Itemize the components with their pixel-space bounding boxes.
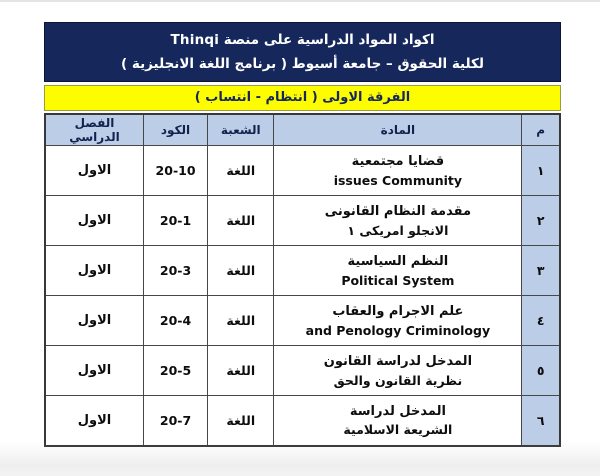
- subject-cell: [274, 146, 522, 196]
- subject-line-secondary: and Penology Criminology: [305, 322, 491, 338]
- table-row: [45, 346, 560, 396]
- section-cell: اللغة: [208, 146, 274, 196]
- document-title-banner: [44, 22, 561, 82]
- code-value: 20-10: [155, 163, 196, 178]
- row-number: ٢: [522, 196, 560, 246]
- course-codes-table: [44, 113, 561, 447]
- photo-top-edge: [0, 0, 600, 2]
- section-cell: اللغة: [208, 396, 274, 446]
- subject-line-arabic: قضايا مجتمعية: [351, 154, 445, 169]
- section-cell: اللغة: [208, 196, 274, 246]
- column-header-subject: المادة: [274, 114, 522, 146]
- subject-line-secondary: الانجلو امريكى ١: [347, 222, 449, 238]
- code-value: 20-4: [159, 313, 192, 328]
- code-cell: [143, 146, 207, 196]
- subject-line-arabic: النظم السياسية: [347, 254, 449, 269]
- semester-cell: الاول: [45, 396, 143, 446]
- subject-line-arabic: المدخل لدراسة: [349, 403, 446, 419]
- subject-cell: [274, 296, 522, 346]
- column-header-number: م: [522, 114, 560, 146]
- code-cell: [143, 346, 207, 396]
- subject-cell: [274, 196, 522, 246]
- code-cell: [143, 246, 207, 296]
- semester-cell: الاول: [45, 296, 143, 346]
- column-header-code: الكود: [143, 114, 207, 146]
- semester-cell: الاول: [45, 196, 143, 246]
- subject-line-secondary: الشريعة الاسلامية: [343, 422, 453, 438]
- subject-cell: [274, 346, 522, 396]
- row-number: ٣: [522, 246, 560, 296]
- code-cell: [143, 196, 207, 246]
- table-row: [45, 246, 560, 296]
- table-row: [45, 196, 560, 246]
- semester-cell: الاول: [45, 246, 143, 296]
- section-cell: اللغة: [208, 296, 274, 346]
- code-cell: [143, 396, 207, 446]
- subject-line-secondary: issues Community: [333, 172, 463, 188]
- semester-cell: الاول: [45, 146, 143, 196]
- title-line-2: لكلية الحقوق – جامعة أسيوط ( برنامج اللغة الانجليزية ): [121, 55, 484, 72]
- code-value: 20-7: [159, 412, 192, 428]
- column-header-semester: الفصل الدراسي: [45, 114, 143, 146]
- section-cell: اللغة: [208, 246, 274, 296]
- row-number: ٥: [522, 346, 560, 396]
- code-value: 20-5: [159, 363, 192, 378]
- semester-cell: الاول: [45, 346, 143, 396]
- year-subtitle-banner: الفرقة الاولى ( انتظام - انتساب ): [44, 85, 561, 111]
- code-value: 20-3: [159, 263, 192, 278]
- course-codes-document: [44, 22, 561, 447]
- column-header-section: الشعبة: [208, 114, 274, 146]
- code-value: 20-1: [159, 213, 192, 228]
- row-number: ٦: [522, 396, 560, 446]
- section-cell: اللغة: [208, 346, 274, 396]
- subject-line-secondary: نظرية القانون والحق: [333, 372, 463, 388]
- subject-cell: [274, 246, 522, 296]
- title-line-1: اكواد المواد الدراسية على منصة Thinqi: [170, 32, 435, 49]
- code-cell: [143, 296, 207, 346]
- table-header-row: [45, 114, 560, 146]
- table-row: [45, 396, 560, 446]
- subject-line-arabic: مقدمة النظام القانونى: [324, 204, 472, 219]
- row-number: ١: [522, 146, 560, 196]
- table-row: [45, 296, 560, 346]
- photo-bottom-shadow: [0, 442, 600, 476]
- row-number: ٤: [522, 296, 560, 346]
- subject-cell: [274, 396, 522, 446]
- subject-line-secondary: Political System: [341, 272, 455, 288]
- subject-line-arabic: علم الاجرام والعقاب: [332, 304, 464, 319]
- subject-line-arabic: المدخل لدراسة القانون: [323, 354, 473, 369]
- table-row: [45, 146, 560, 196]
